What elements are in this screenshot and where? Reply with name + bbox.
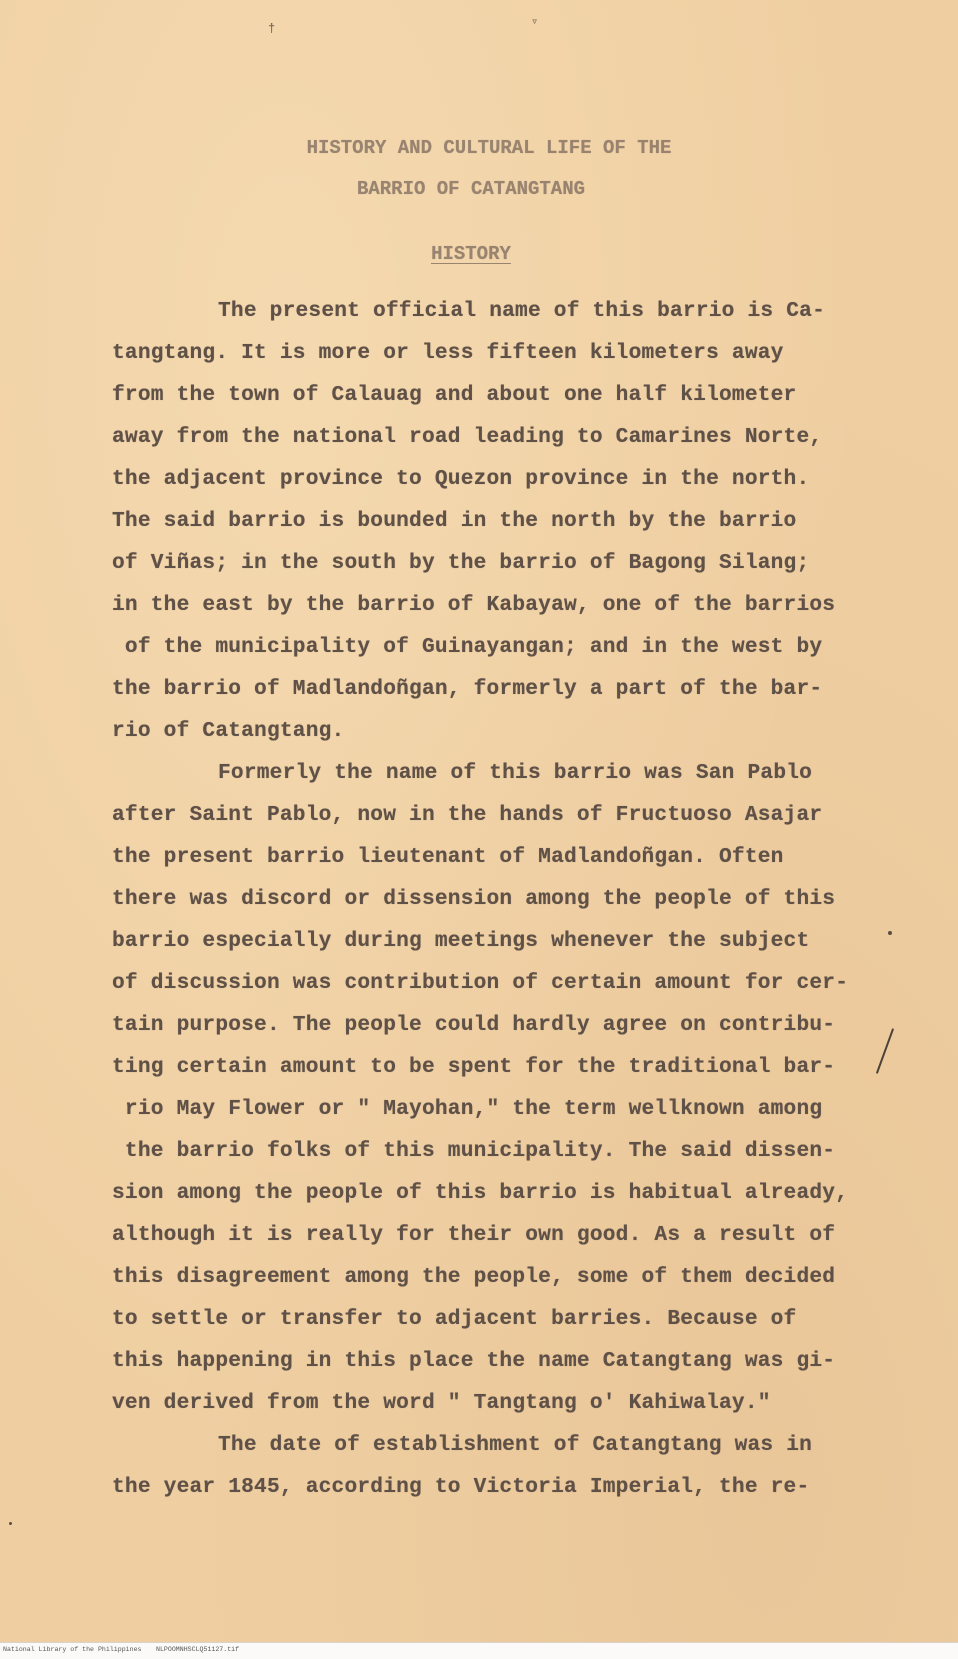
ink-dot [9,1522,12,1525]
margin-mark: ▿ [531,15,539,29]
body-line: of discussion was contribution of certain amount for cer- [112,971,849,995]
body-line: from the town of Calauag and about one half kilometer [112,383,797,407]
section-heading: HISTORY [431,243,511,265]
footer-filename: NLPOOMNHSCLQ51127.tif [156,1646,240,1653]
body-line: the year 1845, according to Victoria Imperial, the re- [112,1475,810,1499]
body-line: the barrio folks of this municipality. The said dissen- [112,1139,836,1163]
body-line: rio May Flower or " Mayohan," the term wellknown among [112,1097,823,1121]
body-line: there was discord or dissension among the people of this [112,887,836,911]
body-line: The date of establishment of Catangtang was in [218,1433,813,1457]
body-line: The present official name of this barrio is Ca- [218,299,825,323]
body-line: the present barrio lieutenant of Madlandoñgan. Often [112,845,784,869]
title-line-2: BARRIO OF CATANGTANG [356,178,586,200]
body-line: although it is really for their own good. As a result of [112,1223,836,1247]
body-line: tain purpose. The people could hardly agree on contribu- [112,1013,836,1037]
footer-source: National Library of the Philippines [3,1646,142,1653]
body-line: tangtang. It is more or less fifteen kilometers away [112,341,784,365]
margin-pen-stroke [876,1028,894,1074]
body-line: of the municipality of Guinayangan; and in the west by [112,635,823,659]
body-line: to settle or transfer to adjacent barries. Because of [112,1307,797,1331]
body-line: Formerly the name of this barrio was San Pablo [218,761,813,785]
body-line: away from the national road leading to Camarines Norte, [112,425,823,449]
body-line: the adjacent province to Quezon province in the north. [112,467,810,491]
body-line: barrio especially during meetings whenever the subject [112,929,810,953]
body-line: rio of Catangtang. [112,719,345,743]
body-line: ven derived from the word " Tangtang o' Kahiwalay." [112,1391,771,1415]
scan-footer [0,1642,958,1659]
body-line: of Viñas; in the south by the barrio of Bagong Silang; [112,551,810,575]
body-line: sion among the people of this barrio is habitual already, [112,1181,849,1205]
body-line: in the east by the barrio of Kabayaw, one of the barrios [112,593,836,617]
body-line: ting certain amount to be spent for the traditional bar- [112,1055,836,1079]
body-line: the barrio of Madlandoñgan, formerly a part of the bar- [112,677,823,701]
body-line: this happening in this place the name Catangtang was gi- [112,1349,836,1373]
body-line: this disagreement among the people, some of them decided [112,1265,836,1289]
ink-dot [888,931,892,935]
margin-mark: † [268,22,276,36]
title-line-1: HISTORY AND CULTURAL LIFE OF THE [306,137,672,159]
body-line: after Saint Pablo, now in the hands of Fructuoso Asajar [112,803,823,827]
body-line: The said barrio is bounded in the north by the barrio [112,509,797,533]
